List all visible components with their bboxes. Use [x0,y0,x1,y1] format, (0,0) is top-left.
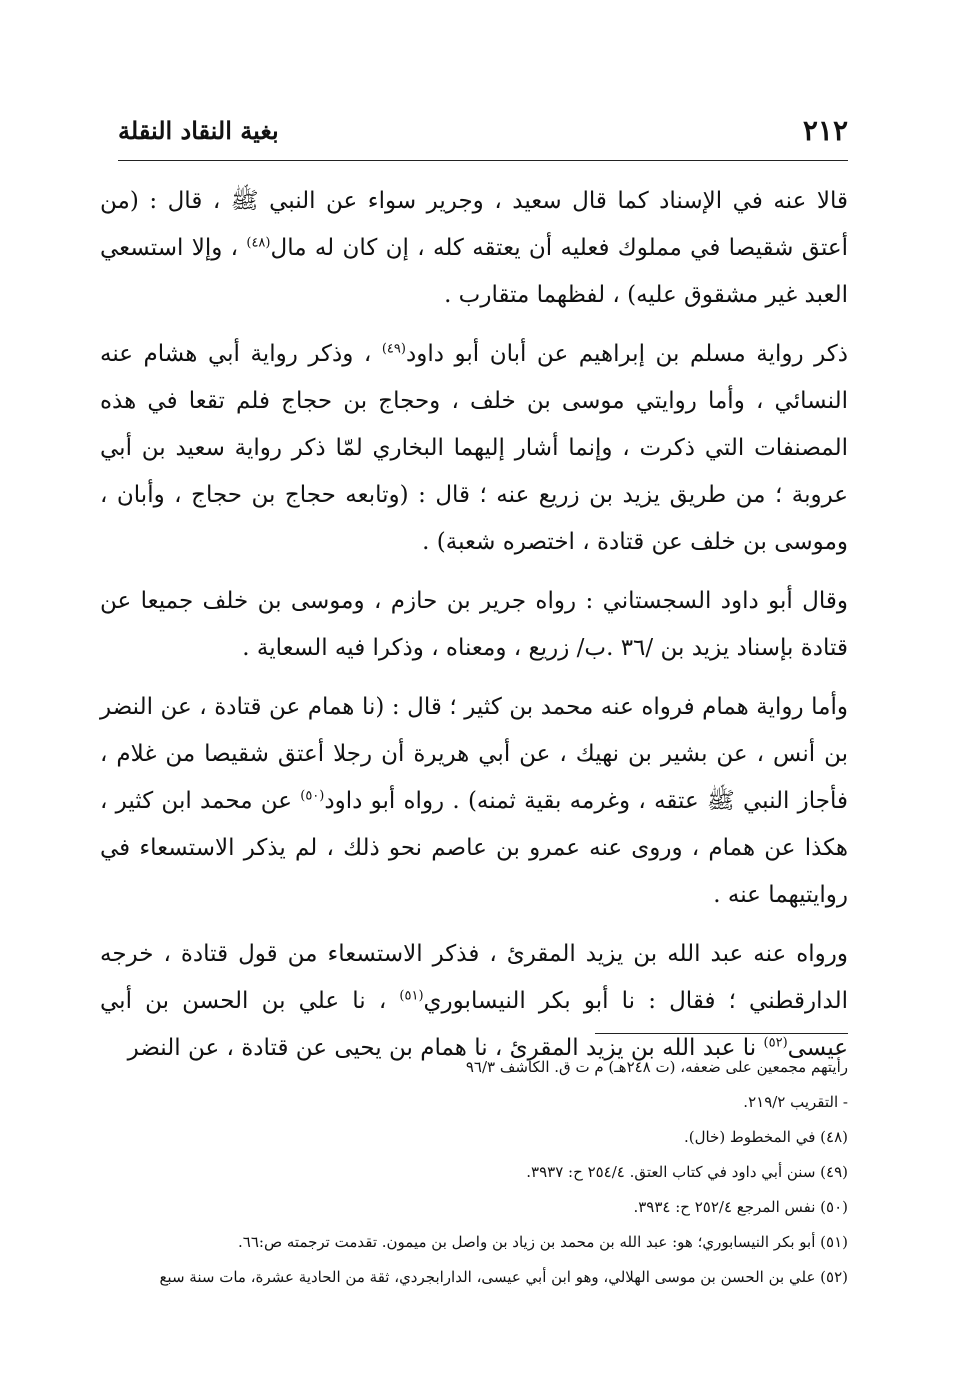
paragraph-text: نا عبد الله بن يزيد المقرئ ، نا همام بن يحيى عن قتادة ، عن النضر [127,1035,764,1061]
footnotes [100,1050,848,1295]
footnote-ref-49: (٤٩) [381,341,406,357]
footnote-52: (٥٢) علي بن الحسن بن موسى الهلالي، وهو ابن أبي عيسى، الدارابجردي، ثقة من الحادية عشرة، مات سنة سبع [159,1268,848,1286]
footnote-51: (٥١) أبو بكر النيسابوري؛ هو: عبد الله بن محمد بن زياد بن واصل بن ميمون. تقدمت ترجمته ص:٦٦. [238,1233,848,1251]
footnote-50: (٥٠) نفس المرجع ٢٥٢/٤ ح: ٣٩٣٤. [633,1198,848,1216]
paragraph-text: وأما رواية همام فرواه عنه محمد بن كثير ؛ قال : (نا همام عن قتادة ، عن النضر بن أنس ، عن بشير بن نهيك ، عن أبي هريرة أن رجلا أعتق شقيصا من غلام ، فأجاز النبي ﷺ عتقه ، وغرمه بقية ثمنه) . رواه أبو داود [100,694,848,814]
footnote-ref-51: (٥١) [399,988,424,1004]
paragraph-4 [100,684,848,919]
footnote-line: رأيتهم مجمعين على ضعفه، (ت ٢٤٨هـ) م ت ق. الكاشف ٩٦/٣ [465,1058,848,1076]
footnote-48: (٤٨) في المخطوط (خال). [683,1128,848,1146]
paragraph-text: ورواه عنه عبد الله بن يزيد المقرئ ، فذكر الاستسعاء من قول قتادة ، خرجه الدارقطني ؛ فقال : نا أبو بكر النيسابوري [100,941,848,1014]
page-header [118,110,848,158]
running-title: بغية النقاد النقلة [118,116,279,145]
footnote-ref-52: (٥٢) [763,1035,788,1051]
paragraph-text: ، وذكر رواية أبي هشام عنه النسائي ، وأما روايتي موسى بن خلف ، وحجاج بن حجاج فلم تقعا في هذه المصنفات التي ذكرت ، وإنما أشار إليهما البخاري لمّا ذكر رواية سعيد بن أبي عروبة ؛ من طريق يزيد بن زريع عنه ؛ قال : (وتابعه حجاج بن حجاج ، وأبان ، وموسى بن خلف عن قتادة ، اختصره شعبة) . [100,341,848,555]
page-number: ٢١٢ [802,114,848,147]
paragraph-text: ، نا علي بن الحسن بن أبي عيسى [100,988,848,1061]
paragraph-text: عن محمد ابن كثير ، هكذا عن همام ، وروى عنه عمرو بن عاصم نحو ذلك ، لم يذكر الاستسعاء في روايتيهما عنه . [100,788,848,908]
paragraph-text: ذكر رواية مسلم بن إبراهيم عن أبان أبو داود [405,341,849,367]
footnote-line: - التقريب ٢١٩/٢. [743,1093,848,1111]
footnote-49: (٤٩) سنن أبي داود في كتاب العتق. ٢٥٤/٤ ح: ٣٩٣٧. [526,1163,848,1181]
footnote-ref-48: (٤٨) [246,235,271,251]
footnote-ref-50: (٥٠) [300,788,325,804]
main-text [100,178,848,1084]
header-rule [118,160,848,161]
paragraph-text: قالا عنه في الإسناد كما قال سعيد ، وجرير سواء عن النبي ﷺ ، قال : (من أعتق شقيصا في مملوك فعليه أن يعتقه كله ، إن كان له مال [100,188,849,261]
footnote-separator [595,1033,848,1034]
paragraph-2 [100,331,848,566]
paragraph-text: وقال أبو داود السجستاني : رواه جرير بن حازم ، وموسى بن خلف جميعا عن قتادة بإسناد يزيد بن /٣٦ .ب/ زريع ، ومعناه ، وذكرا فيه السعاية . [100,588,848,661]
paragraph-text: ، وإلا استسعي العبد غير مشقوق عليه) ، لفظهما متقارب . [100,235,848,308]
paragraph-3 [100,578,848,672]
paragraph-1 [100,178,848,319]
